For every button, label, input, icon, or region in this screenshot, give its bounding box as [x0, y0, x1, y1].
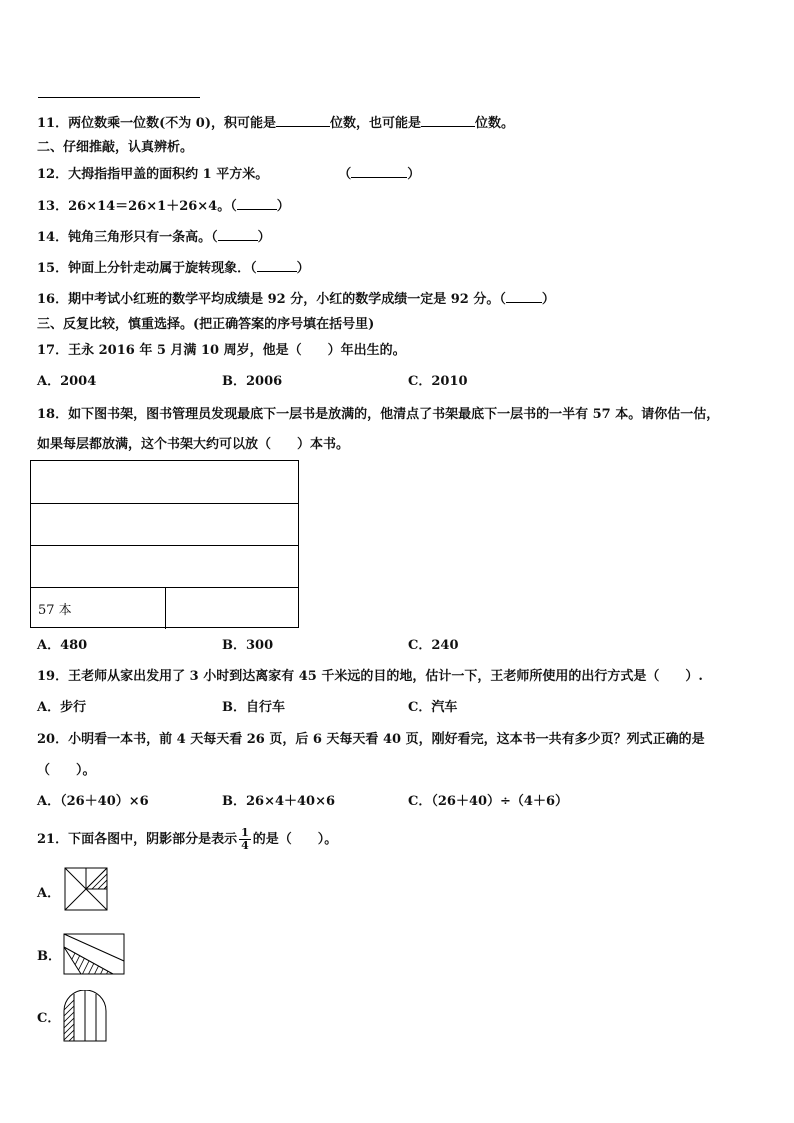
question-text: 钝角三角形只有一条高。（	[68, 230, 218, 245]
question-17	[37, 342, 406, 360]
paren-right: ）	[541, 292, 555, 307]
question-19	[37, 668, 703, 686]
paren-right: ）	[407, 167, 421, 182]
question-text: 位数。	[474, 116, 514, 131]
question-12	[37, 165, 420, 184]
fraction-denominator: 4	[241, 839, 249, 852]
option-c[interactable]: C．汽车	[408, 700, 458, 715]
shelf-label: 57 本	[38, 603, 72, 618]
option-c-label[interactable]: C．	[37, 1011, 61, 1026]
question-text: 王永 2016 年 5 月满 10 周岁，他是（ ）年出生的。	[68, 343, 406, 358]
question-text: 大拇指指甲盖的面积约 1 平方米。	[68, 167, 269, 182]
question-number: 20．	[37, 732, 69, 747]
question-14	[37, 228, 271, 247]
question-text: 王老师从家出发用了 3 小时到达离家有 45 千米远的目的地，估计一下，王老师所使用的出行方式是（ ）.	[68, 669, 703, 684]
question-number: 15．	[37, 261, 69, 276]
question-text: 26×14＝26×1＋26×4。（	[68, 199, 237, 214]
option-a-label[interactable]: A．	[37, 886, 61, 901]
question-18	[37, 406, 719, 424]
shelf-divider	[31, 503, 298, 504]
question-text: 钟面上分针走动属于旋转现象．（	[68, 261, 257, 276]
question-number: 19．	[37, 669, 69, 684]
question-text: 如下图书架，图书管理员发现最底下一层书是放满的，他清点了书架最底下一层书的一半有 57 本。请你估一估，	[68, 407, 720, 422]
answer-blank[interactable]	[421, 114, 475, 127]
question-20	[37, 731, 705, 749]
option-c[interactable]: C．2010	[408, 374, 468, 389]
question-number: 13．	[37, 199, 69, 214]
question-text: 小明看一本书，前 4 天每天看 26 页，后 6 天每天看 40 页，刚好看完，这本书一共有多少页？列式正确的是	[68, 732, 705, 747]
option-b[interactable]: B．2006	[222, 374, 283, 389]
option-b-label[interactable]: B．	[37, 949, 61, 964]
fraction-numerator: 1	[241, 826, 249, 839]
section-heading-3: 三、反复比较，慎重选择。(把正确答案的序号填在括号里)	[37, 317, 375, 332]
option-a[interactable]: A．（26＋40）×6	[37, 794, 149, 809]
paren-left: （	[338, 167, 352, 182]
question-18-cont: 如果每层都放满，这个书架大约可以放（ ）本书。	[37, 437, 350, 452]
option-b[interactable]: B．自行车	[222, 700, 285, 715]
question-number: 11．	[37, 116, 69, 131]
option-b[interactable]: B．26×4＋40×6	[222, 794, 336, 809]
bookshelf-figure	[30, 460, 299, 628]
answer-blank[interactable]	[237, 197, 277, 210]
question-20-cont: （ ）。	[37, 763, 96, 778]
question-text: 两位数乘一位数(不为 0)，积可能是	[68, 116, 276, 131]
header-rule	[38, 97, 200, 98]
question-text: 下面各图中，阴影部分是表示	[68, 832, 238, 847]
paren-right: ）	[276, 199, 290, 214]
answer-blank[interactable]	[351, 165, 407, 178]
shelf-half-divider	[165, 587, 166, 629]
question-text: 期中考试小红班的数学平均成绩是 92 分，小红的数学成绩一定是 92 分。（	[68, 292, 506, 307]
question-13	[37, 197, 290, 216]
question-11	[37, 114, 514, 133]
question-number: 16．	[37, 292, 69, 307]
answer-blank[interactable]	[276, 114, 330, 127]
question-21	[37, 827, 337, 852]
question-text: 的是（ ）。	[252, 832, 338, 847]
answer-blank[interactable]	[257, 259, 297, 272]
question-16	[37, 290, 555, 309]
question-number: 14．	[37, 230, 69, 245]
question-number: 18．	[37, 407, 69, 422]
question-number: 17．	[37, 343, 69, 358]
question-15	[37, 259, 310, 278]
question-number: 21．	[37, 832, 69, 847]
question-text: 位数，也可能是	[329, 116, 421, 131]
option-a[interactable]: A．步行	[37, 700, 87, 715]
option-c[interactable]: C．240	[408, 638, 459, 653]
answer-blank[interactable]	[218, 228, 258, 241]
section-heading-2: 二、仔细推敲，认真辨析。	[37, 140, 194, 155]
shelf-divider	[31, 545, 298, 546]
option-c[interactable]: C．（26＋40）÷（4＋6）	[408, 794, 569, 809]
paren-right: ）	[257, 230, 271, 245]
answer-blank[interactable]	[506, 290, 542, 303]
paren-right: ）	[296, 261, 310, 276]
option-a[interactable]: A．2004	[37, 374, 97, 389]
option-a-figure[interactable]	[64, 867, 108, 911]
option-a[interactable]: A．480	[37, 638, 88, 653]
question-number: 12．	[37, 167, 69, 182]
fraction-one-quarter	[239, 827, 251, 852]
option-c-figure[interactable]	[63, 990, 107, 1042]
option-b-figure[interactable]	[63, 933, 125, 975]
option-b[interactable]: B．300	[222, 638, 274, 653]
